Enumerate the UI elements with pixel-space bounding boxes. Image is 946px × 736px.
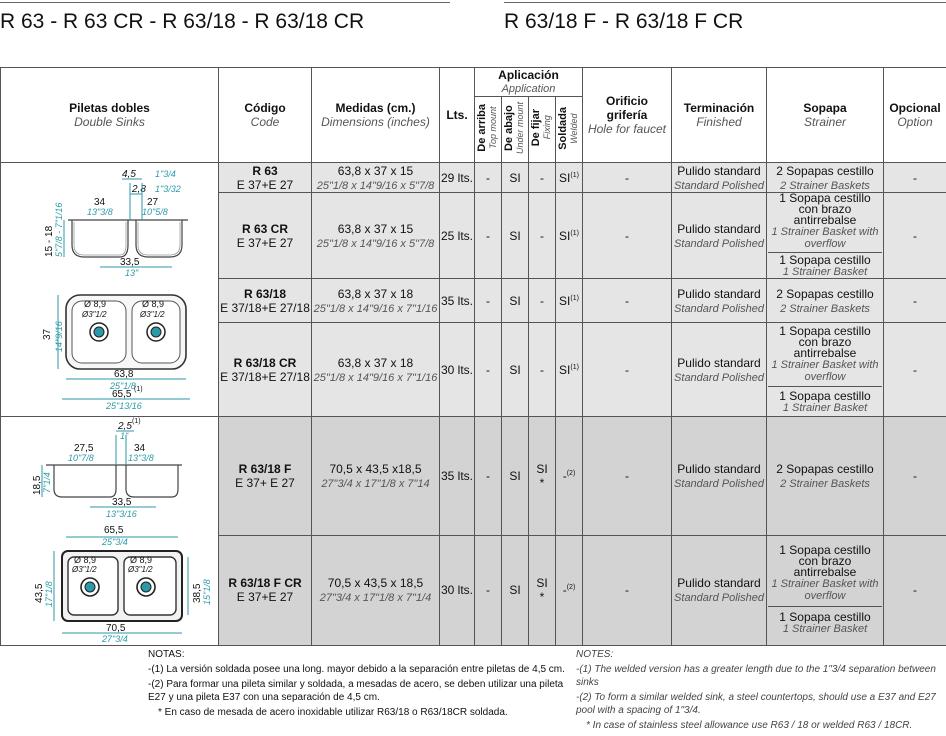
dim-b-d2: Ø 8,9	[130, 555, 153, 565]
arriba-cell: -	[475, 417, 502, 536]
dim-a-d2-in: Ø3"1/2	[140, 309, 165, 319]
dim-b-h: 18,5	[32, 475, 43, 495]
dim-b-d1-in: Ø3"1/2	[72, 565, 97, 574]
dim-a-tw: 63,8	[114, 368, 134, 380]
finish-cell: Pulido standard Standard Polished	[672, 279, 767, 323]
abajo-cell: SI	[502, 279, 529, 323]
orificio-cell: -	[583, 323, 672, 417]
header-orificio: Orificio grifería Hole for faucet	[583, 68, 672, 163]
notes-es-title: NOTAS:	[148, 649, 185, 660]
abajo-cell: SI	[502, 193, 529, 279]
notes-es-3: * En caso de mesada de acero inoxidable utilizar R63/18 o R63/18CR soldada.	[158, 707, 508, 718]
orificio-cell: -	[583, 417, 672, 536]
code-cell: R 63 CR E 37+E 27	[219, 193, 312, 279]
option-cell: -	[884, 323, 946, 417]
arriba-cell: -	[475, 279, 502, 323]
dim-a-w1-in: 1"3/4	[155, 168, 176, 179]
option-cell: -	[884, 535, 946, 645]
dim-b-h-in: 7"1/4	[42, 472, 52, 493]
notes-es-2: -(2) Para formar una pileta similar y soldada, a mesadas de acero, se deben utilizar una pileta E27 y una pileta E37 con una separación de 4,5 cm.	[148, 679, 564, 703]
option-cell: -	[884, 417, 946, 536]
dim-b-w1: 2,5	[118, 421, 132, 432]
dim-a-d2: Ø 8,9	[142, 298, 165, 309]
dim-b-tw: 65,5	[104, 525, 124, 536]
dim-a-tw2-sup: (1)	[134, 385, 143, 393]
abajo-cell: SI	[502, 163, 529, 193]
soldada-cell: -$^{(2)}$	[556, 535, 583, 645]
lts-cell: 30 lts.	[440, 323, 475, 417]
notes-en-title: NOTES:	[576, 649, 614, 660]
arriba-cell: -	[475, 193, 502, 279]
soldada-cell: SI$^{(1)}$	[556, 163, 583, 193]
table-row	[1, 163, 946, 193]
option-cell: -	[884, 163, 946, 193]
dim-a-th: 37	[42, 328, 53, 340]
strainer-cell: 2 Sopapas cestillo 2 Strainer Baskets	[767, 279, 884, 323]
lts-cell: 25 lts.	[440, 193, 475, 279]
table-row	[1, 417, 946, 536]
header-soldada: Soldada Welded	[556, 97, 583, 163]
dim-b-w1-sup: (1)	[132, 418, 141, 425]
dim-b-b-in: 13"3/16	[106, 509, 137, 519]
dim-a-h: 15 - 18	[44, 225, 55, 257]
sink-drawing-b	[2, 417, 218, 645]
header-opcional: Opcional Option	[884, 68, 946, 163]
dim-b-l-in: 10"7/8	[68, 453, 94, 463]
notes-en-2: -(2) To form a similar welded sink, a steel countertops, should use a E37 and E27 pool with a spacing of 1"3/4.	[576, 692, 936, 716]
code-cell: R 63/18 F CR E 37+E 27	[219, 535, 312, 645]
dim-b-b: 33,5	[112, 497, 132, 508]
dim-cell: 63,8 x 37 x 18 25"1/8 x 14"9/16 x 7"1/16	[312, 323, 440, 417]
dim-a-w1: 4,5	[122, 168, 136, 180]
finish-cell: Pulido standard Standard Polished	[672, 323, 767, 417]
dim-cell: 70,5 x 43,5 x18,5 27"3/4 x 17"1/8 x 7"14	[312, 417, 440, 536]
dim-cell: 63,8 x 37 x 15 25"1/8 x 14"9/16 x 5"7/8	[312, 193, 440, 279]
notes-en-1: -(1) The welded version has a greater length due to the 1"3/4 separation between sinks	[576, 664, 936, 688]
code-cell: R 63/18 CR E 37/18+E 27/18	[219, 323, 312, 417]
fijar-cell: -	[529, 279, 556, 323]
strainer-cell: 1 Sopapa cestillo con brazo antirrebalse 1 Strainer Basket with overflow 1 Sopapa cestillo 1 Strainer Basket	[767, 323, 884, 417]
notes-en-3: * In case of stainless steel allowance use R63 / 18 or welded R63 / 18CR.	[586, 720, 913, 731]
strainer-cell: 1 Sopapa cestillo con brazo antirrebalse 1 Strainer Basket with overflow 1 Sopapa cestillo 1 Strainer Basket	[767, 535, 884, 645]
dim-a-d1-in: Ø3"1/2	[82, 309, 107, 319]
spec-table	[0, 67, 946, 646]
soldada-cell: SI$^{(1)}$	[556, 279, 583, 323]
header-codigo: Código Code	[219, 68, 312, 163]
fijar-cell: SI *	[529, 417, 556, 536]
dim-a-w2-in: 1"3/32	[155, 183, 181, 194]
dim-b-d1: Ø 8,9	[74, 555, 97, 565]
dim-a-tw2: 65,5	[112, 388, 132, 400]
code-cell: R 63/18 F E 37+ E 27	[219, 417, 312, 536]
header-terminacion: Terminación Finished	[672, 68, 767, 163]
soldada-cell: SI$^{(1)}$	[556, 193, 583, 279]
dim-a-tw-in: 25"1/8	[110, 380, 136, 391]
fijar-cell: SI *	[529, 535, 556, 645]
notes-es-1: -(1) La versión soldada posee una long. mayor debido a la separación entre piletas de 4,5 cm.	[148, 664, 565, 675]
dim-b-th2-in: 15"1/8	[202, 579, 212, 605]
abajo-cell: SI	[502, 535, 529, 645]
top-rule-left	[0, 2, 450, 3]
finish-cell: Pulido standard Standard Polished	[672, 417, 767, 536]
dim-b-bw-in: 27"3/4	[102, 634, 128, 644]
orificio-cell: -	[583, 193, 672, 279]
header-fijar: De fijar Fixing	[529, 97, 556, 163]
code-cell: R 63 E 37+E 27	[219, 163, 312, 193]
dim-a-th-in: 14"9/16	[54, 320, 64, 352]
finish-cell: Pulido standard Standard Polished	[672, 163, 767, 193]
notes-english	[576, 648, 946, 734]
orificio-cell: -	[583, 279, 672, 323]
abajo-cell: SI	[502, 323, 529, 417]
page-title-right: R 63/18 F - R 63/18 F CR	[504, 10, 744, 33]
fijar-cell: -	[529, 193, 556, 279]
header-sopapa: Sopapa Strainer	[767, 68, 884, 163]
dim-b-r-in: 13"3/8	[128, 453, 154, 463]
dim-a-b-in: 13"	[125, 267, 139, 278]
arriba-cell: -	[475, 535, 502, 645]
strainer-cell: 2 Sopapas cestillo 2 Strainer Baskets	[767, 163, 884, 193]
arriba-cell: -	[475, 163, 502, 193]
dim-b-r: 34	[134, 443, 146, 454]
lts-cell: 35 lts.	[440, 417, 475, 536]
header-piletas: Piletas dobles Double Sinks	[1, 68, 219, 163]
fijar-cell: -	[529, 323, 556, 417]
dim-b-bw: 70,5	[106, 623, 126, 634]
dim-b-d2-in: Ø3"1/2	[128, 565, 153, 574]
header-medidas: Medidas (cm.) Dimensions (inches)	[312, 68, 440, 163]
code-cell: R 63/18 E 37/18+E 27/18	[219, 279, 312, 323]
orificio-cell: -	[583, 163, 672, 193]
dim-cell: 70,5 x 43,5 x 18,5 27"3/4 x 17"1/8 x 7"1/4	[312, 535, 440, 645]
dim-a-tw2-in: 25"13/16	[106, 400, 142, 411]
fijar-cell: -	[529, 163, 556, 193]
page-title-left: R 63 - R 63 CR - R 63/18 - R 63/18 CR	[0, 10, 365, 33]
lts-cell: 35 lts.	[440, 279, 475, 323]
dim-cell: 63,8 x 37 x 18 25"1/8 x 14"9/16 x 7"1/16	[312, 279, 440, 323]
dim-b-w1-in: 1"	[120, 431, 129, 441]
dim-a-r-in: 10"5/8	[142, 206, 168, 217]
dim-a-h-in: 5"7/8 - 7"1/16	[54, 202, 64, 257]
option-cell: -	[884, 193, 946, 279]
header-arriba: De arriba Top mount	[475, 97, 502, 163]
soldada-cell: SI$^{(1)}$	[556, 323, 583, 417]
dim-cell: 63,8 x 37 x 15 25"1/8 x 14"9/16 x 5"7/8	[312, 163, 440, 193]
dim-b-th: 43,5	[34, 583, 45, 603]
dim-b-l: 27,5	[74, 443, 94, 454]
drawing-cell-b	[1, 417, 219, 646]
abajo-cell: SI	[502, 417, 529, 536]
finish-cell: Pulido standard Standard Polished	[672, 193, 767, 279]
arriba-cell: -	[475, 323, 502, 417]
header-abajo: De abajo Under mount	[502, 97, 529, 163]
dim-a-b: 33,5	[120, 256, 140, 268]
orificio-cell: -	[583, 535, 672, 645]
dim-a-w2: 2,8	[132, 183, 146, 195]
top-rule-right	[504, 2, 946, 3]
dim-a-d1: Ø 8,9	[84, 298, 107, 309]
sink-drawing-a	[2, 165, 218, 415]
dim-b-tw-in: 25"3/4	[102, 537, 128, 547]
option-cell: -	[884, 279, 946, 323]
header-lts: Lts.	[440, 68, 475, 163]
header-aplicacion: Aplicación Application	[475, 68, 583, 97]
notes-spanish	[148, 648, 568, 721]
finish-cell: Pulido standard Standard Polished	[672, 535, 767, 645]
strainer-cell: 1 Sopapa cestillo con brazo antirrebalse 1 Strainer Basket with overflow 1 Sopapa cestillo 1 Strainer Basket	[767, 193, 884, 279]
lts-cell: 29 lts.	[440, 163, 475, 193]
lts-cell: 30 lts.	[440, 535, 475, 645]
dim-a-l: 34	[94, 196, 106, 208]
soldada-cell: -$^{(2)}$	[556, 417, 583, 536]
dim-b-th-in: 17"1/8	[44, 581, 54, 607]
strainer-cell: 2 Sopapas cestillo 2 Strainer Baskets	[767, 417, 884, 536]
drawing-cell-a	[1, 163, 219, 417]
dim-a-r: 27	[147, 196, 159, 208]
dim-a-l-in: 13"3/8	[87, 206, 113, 217]
dim-b-th2: 38,5	[192, 583, 203, 603]
